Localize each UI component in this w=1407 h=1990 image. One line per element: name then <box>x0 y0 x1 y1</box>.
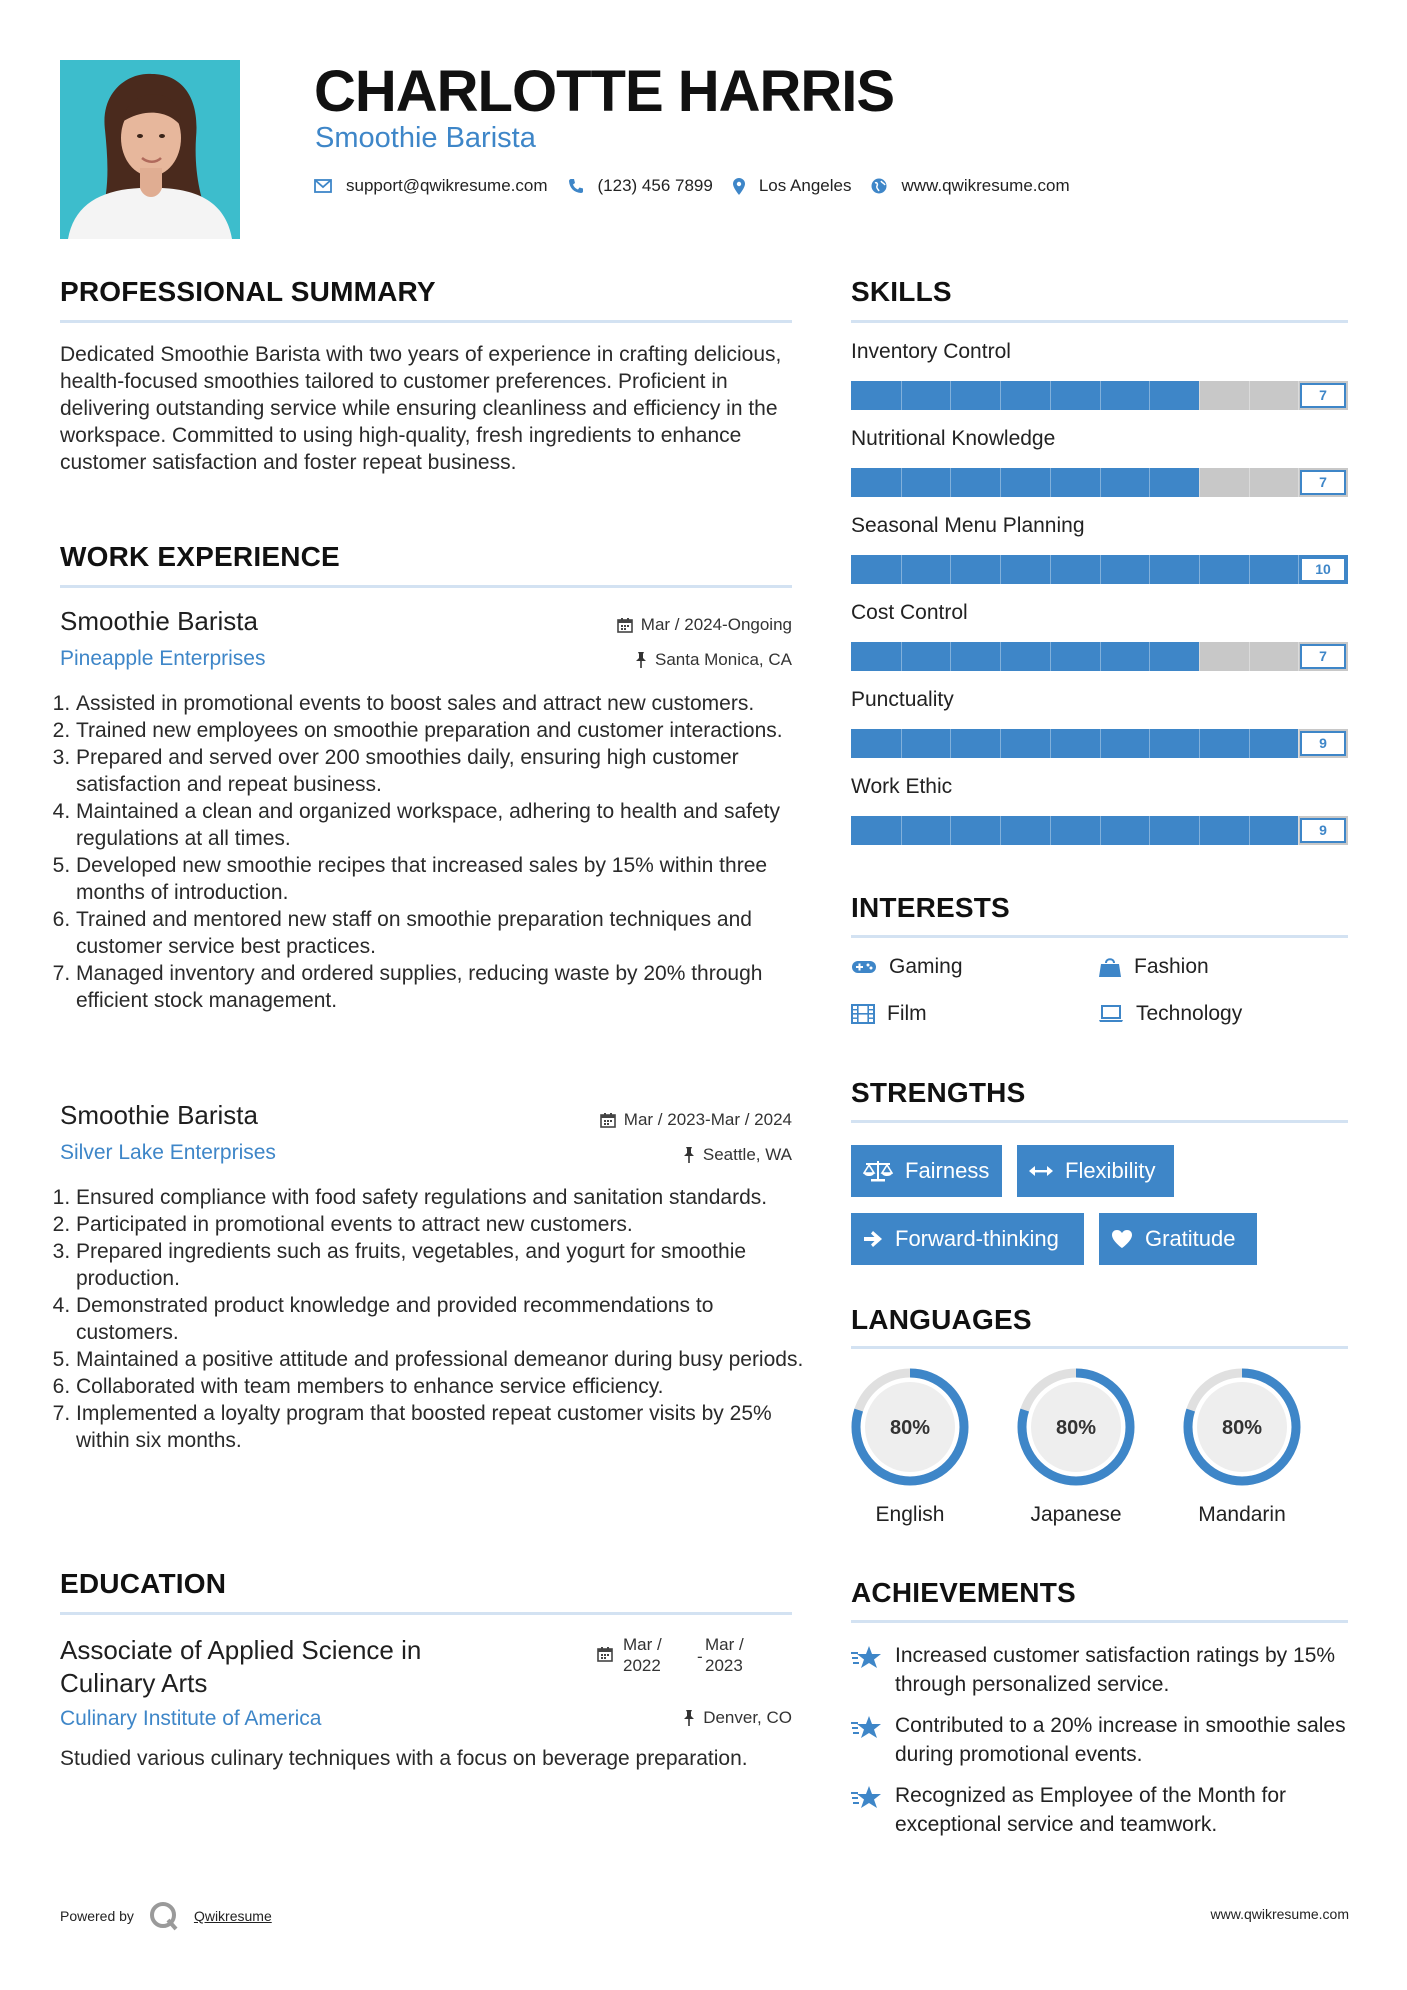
calendar-icon <box>597 1646 613 1662</box>
job-location <box>635 650 792 670</box>
education-description: Studied various culinary techniques with a focus on beverage preparation. <box>60 1747 748 1770</box>
skill-bar-segment <box>1000 555 1001 584</box>
skill-bar-segment <box>1050 816 1051 845</box>
job-location <box>683 1145 792 1165</box>
job-dates <box>617 615 792 635</box>
strength-label: Gratitude <box>1145 1226 1236 1251</box>
skill-bar <box>851 729 1348 758</box>
skill-bar-segment <box>1000 468 1001 497</box>
footer-url[interactable]: www.qwikresume.com <box>1210 1906 1349 1922</box>
skill-bar-segment <box>1100 816 1101 845</box>
skill-bar-segment <box>1000 642 1001 671</box>
experience-heading: WORK EXPERIENCE <box>60 541 340 572</box>
skill-bar-segment <box>901 381 902 410</box>
pushpin-icon <box>635 652 647 668</box>
qwikresume-link[interactable]: Qwikresume <box>193 1908 272 1924</box>
skill-bar-segment <box>950 555 951 584</box>
degree-line: Associate of Applied Science in <box>60 1635 422 1665</box>
star-award-icon <box>851 1715 883 1741</box>
list-item: 1. Assisted in promotional events to boost sales and attract new customers. <box>76 690 804 717</box>
skill-bar <box>851 555 1348 584</box>
skill-bar-fill <box>851 642 1199 671</box>
list-item: 1. Ensured compliance with food safety regulations and sanitation standards. <box>76 1184 804 1211</box>
achievement-item <box>851 1781 1351 1839</box>
pushpin-icon <box>683 1710 695 1726</box>
arrows-horizontal-icon <box>1029 1164 1053 1178</box>
laptop-icon <box>1098 1005 1124 1023</box>
skill-bar-segment <box>1199 468 1200 497</box>
skill-bar <box>851 468 1348 497</box>
list-item: 5. Maintained a positive attitude and professional demeanor during busy periods. <box>76 1346 804 1373</box>
skill-bar-fill <box>851 729 1298 758</box>
skill-bar-segment <box>1050 729 1051 758</box>
list-item: 7. Implemented a loyalty program that boosted repeat customer visits by 25% within six months. <box>76 1400 804 1454</box>
education-heading: EDUCATION <box>60 1568 227 1599</box>
summary-divider <box>60 320 792 323</box>
achievement-item <box>851 1711 1351 1769</box>
language-name: Mandarin <box>1198 1503 1286 1526</box>
skill-bar-segment <box>1149 468 1150 497</box>
candidate-name: CHARLOTTE HARRIS <box>314 59 895 124</box>
interest-label: Film <box>887 1002 927 1025</box>
arrow-right-icon <box>863 1229 883 1249</box>
interests-heading: INTERESTS <box>851 892 1010 923</box>
skill-label: Seasonal Menu Planning <box>851 514 1085 537</box>
globe-icon <box>871 178 887 194</box>
strengths-heading: STRENGTHS <box>851 1077 1026 1108</box>
language-percent: 80% <box>889 1417 931 1439</box>
skill-label: Nutritional Knowledge <box>851 427 1056 450</box>
email-text: support@qwikresume.com <box>346 176 548 195</box>
skill-bar <box>851 642 1348 671</box>
skill-bar-segment <box>1050 381 1051 410</box>
list-item: 5. Developed new smoothie recipes that increased sales by 15% within three months of introduction. <box>76 852 804 906</box>
achievements-divider <box>851 1620 1348 1623</box>
skill-score: 9 <box>1300 731 1346 756</box>
interest-label: Fashion <box>1134 955 1209 978</box>
gamepad-icon <box>851 959 877 975</box>
list-item: 4. Maintained a clean and organized workspace, adhering to health and safety regulations at all times. <box>76 798 804 852</box>
skill-bar-segment <box>950 381 951 410</box>
language-ring <box>1014 1365 1138 1489</box>
languages-divider <box>851 1346 1348 1349</box>
skill-label: Punctuality <box>851 688 954 711</box>
job-dates-text: Mar / 2024-Ongoing <box>640 615 792 634</box>
skill-bar-segment <box>950 729 951 758</box>
candidate-title: Smoothie Barista <box>315 122 536 154</box>
end-month: Mar / <box>705 1635 744 1654</box>
strength-badge <box>851 1213 1084 1265</box>
end-year: 2023 <box>705 1656 743 1675</box>
date-separator: - <box>697 1647 703 1666</box>
skill-bar-segment <box>1000 381 1001 410</box>
pushpin-icon <box>683 1147 695 1163</box>
contact-bar <box>314 176 1090 196</box>
contact-website[interactable] <box>871 176 1069 196</box>
contact-phone[interactable] <box>568 176 713 196</box>
strength-badge <box>1017 1145 1174 1197</box>
phone-text: (123) 456 7899 <box>597 176 713 195</box>
star-award-icon <box>851 1785 883 1811</box>
skill-bar-segment <box>1199 642 1200 671</box>
skill-bar <box>851 816 1348 845</box>
strengths-divider <box>851 1120 1348 1123</box>
skill-score: 7 <box>1300 644 1346 669</box>
skill-bar-segment <box>901 816 902 845</box>
skill-bar-segment <box>1100 555 1101 584</box>
list-item: 6. Collaborated with team members to enhance service efficiency. <box>76 1373 804 1400</box>
skill-bar <box>851 381 1348 410</box>
language-ring <box>1180 1365 1304 1489</box>
interest-label: Technology <box>1136 1002 1243 1025</box>
skill-bar-segment <box>901 729 902 758</box>
degree-title <box>60 1634 421 1700</box>
skill-bar-segment <box>1149 555 1150 584</box>
skill-bar-fill <box>851 381 1199 410</box>
list-item: 2. Participated in promotional events to attract new customers. <box>76 1211 804 1238</box>
start-month: Mar / <box>623 1635 662 1654</box>
skill-bar-segment <box>1249 816 1250 845</box>
skill-label: Cost Control <box>851 601 968 624</box>
list-item: 3. Prepared and served over 200 smoothies daily, ensuring high customer satisfaction and repeat business. <box>76 744 804 798</box>
powered-by-text: Powered by <box>60 1908 134 1924</box>
language-item <box>1014 1365 1138 1527</box>
skill-bar-segment <box>901 468 902 497</box>
skill-bar-segment <box>1100 729 1101 758</box>
balance-scale-icon <box>863 1159 893 1183</box>
skill-bar-fill <box>851 468 1199 497</box>
job-title: Smoothie Barista <box>60 1100 258 1130</box>
qwikresume-logo-icon <box>148 1900 180 1932</box>
company-name: Silver Lake Enterprises <box>60 1141 276 1164</box>
heart-icon <box>1111 1229 1133 1249</box>
film-icon <box>851 1004 875 1024</box>
skill-bar-segment <box>1100 468 1101 497</box>
skill-bar-segment <box>950 816 951 845</box>
summary-text: Dedicated Smoothie Barista with two years of experience in crafting delicious, health-focused smoothies tailored to customer preferences. Proficient in delivering outstanding service while ensuring cleanliness and efficiency in the workspace. Committed to using high-quality, fresh ingredients to enhance customer satisfaction and foster repeat business. <box>60 343 782 474</box>
list-item: 2. Trained new employees on smoothie preparation and customer interactions. <box>76 717 804 744</box>
skill-bar-segment <box>1199 381 1200 410</box>
language-name: Japanese <box>1030 1503 1122 1526</box>
skill-bar-fill <box>851 816 1298 845</box>
strength-badge <box>1099 1213 1257 1265</box>
skill-bar-segment <box>1050 468 1051 497</box>
skill-score: 7 <box>1300 383 1346 408</box>
achievement-text: Increased customer satisfaction ratings by 15% through personalized service. <box>895 1644 1336 1696</box>
envelope-icon <box>314 179 332 193</box>
job-title: Smoothie Barista <box>60 606 258 636</box>
location-text: Los Angeles <box>758 176 852 195</box>
interests-divider <box>851 935 1348 938</box>
experience-divider <box>60 585 792 588</box>
calendar-icon <box>600 1112 616 1128</box>
school-name: Culinary Institute of America <box>60 1707 322 1730</box>
list-item: 4. Demonstrated product knowledge and provided recommendations to customers. <box>76 1292 804 1346</box>
achievements-heading: ACHIEVEMENTS <box>851 1577 1076 1608</box>
skill-bar-segment <box>1050 642 1051 671</box>
education-dates <box>597 1634 744 1676</box>
job-bullets <box>58 690 804 1014</box>
star-award-icon <box>851 1645 883 1671</box>
summary-heading: PROFESSIONAL SUMMARY <box>60 276 436 307</box>
shopping-bag-icon <box>1098 956 1122 978</box>
interest-label: Gaming <box>889 955 963 978</box>
skill-bar-segment <box>1199 729 1200 758</box>
contact-email[interactable] <box>314 176 548 196</box>
interest-item <box>851 1002 927 1026</box>
skill-score: 9 <box>1300 818 1346 843</box>
skill-bar-segment <box>1149 729 1150 758</box>
skill-bar-segment <box>1050 555 1051 584</box>
skills-heading: SKILLS <box>851 276 952 307</box>
end-date <box>697 1634 744 1676</box>
skill-bar-segment <box>1199 555 1200 584</box>
language-item <box>1180 1365 1304 1527</box>
achievement-text: Recognized as Employee of the Month for exceptional service and teamwork. <box>895 1784 1287 1836</box>
language-percent: 80% <box>1221 1417 1263 1439</box>
skill-bar-segment <box>1249 555 1250 584</box>
skill-bar-segment <box>1100 642 1101 671</box>
language-name: English <box>875 1503 945 1526</box>
skill-label: Work Ethic <box>851 775 953 798</box>
interest-item <box>1098 955 1209 979</box>
job-location-text: Santa Monica, CA <box>654 650 792 669</box>
skill-bar-segment <box>1149 816 1150 845</box>
strength-label: Forward-thinking <box>895 1226 1059 1251</box>
interest-item <box>1098 1002 1242 1026</box>
interest-item <box>851 955 963 979</box>
skill-bar-segment <box>901 642 902 671</box>
education-location-text: Denver, CO <box>703 1708 792 1727</box>
education-divider <box>60 1612 792 1615</box>
list-item: 6. Trained and mentored new staff on smoothie preparation techniques and customer service best practices. <box>76 906 804 960</box>
start-year: 2022 <box>623 1656 661 1675</box>
job-bullets <box>58 1184 804 1454</box>
skill-bar-segment <box>950 468 951 497</box>
skill-bar-segment <box>1000 729 1001 758</box>
degree-line: Culinary Arts <box>60 1668 208 1698</box>
job-location-text: Seattle, WA <box>702 1145 792 1164</box>
language-ring <box>848 1365 972 1489</box>
skill-score: 7 <box>1300 470 1346 495</box>
job-dates <box>600 1110 792 1130</box>
contact-location <box>733 176 852 196</box>
list-item: 7. Managed inventory and ordered supplies, reducing waste by 20% through efficient stock management. <box>76 960 804 1014</box>
footer-powered-by <box>60 1900 272 1932</box>
website-text: www.qwikresume.com <box>901 176 1070 195</box>
job-dates-text: Mar / 2023-Mar / 2024 <box>623 1110 792 1129</box>
achievement-text: Contributed to a 20% increase in smoothie sales during promotional events. <box>895 1714 1346 1766</box>
language-item <box>848 1365 972 1527</box>
profile-photo <box>60 60 240 239</box>
skill-bar-segment <box>1249 642 1250 671</box>
skill-bar-segment <box>1249 468 1250 497</box>
calendar-icon <box>617 617 633 633</box>
phone-icon <box>568 178 584 194</box>
skill-score: 10 <box>1300 557 1346 582</box>
list-item: 3. Prepared ingredients such as fruits, vegetables, and yogurt for smoothie production. <box>76 1238 804 1292</box>
skill-bar-segment <box>1000 816 1001 845</box>
skill-bar-segment <box>1249 729 1250 758</box>
skill-label: Inventory Control <box>851 340 1011 363</box>
education-location <box>683 1708 792 1728</box>
skill-bar-segment <box>1149 381 1150 410</box>
strength-badge <box>851 1145 1002 1197</box>
skill-bar-segment <box>901 555 902 584</box>
start-date <box>623 1634 703 1676</box>
languages-heading: LANGUAGES <box>851 1304 1032 1335</box>
achievement-item <box>851 1641 1351 1699</box>
skill-bar-segment <box>1100 381 1101 410</box>
company-name: Pineapple Enterprises <box>60 647 266 670</box>
skills-divider <box>851 320 1348 323</box>
skill-bar-segment <box>1249 381 1250 410</box>
strength-label: Fairness <box>905 1158 990 1183</box>
skill-bar-segment <box>1199 816 1200 845</box>
language-percent: 80% <box>1055 1417 1097 1439</box>
skill-bar-segment <box>950 642 951 671</box>
map-marker-icon <box>733 178 745 195</box>
strength-label: Flexibility <box>1065 1158 1156 1183</box>
skill-bar-segment <box>1149 642 1150 671</box>
